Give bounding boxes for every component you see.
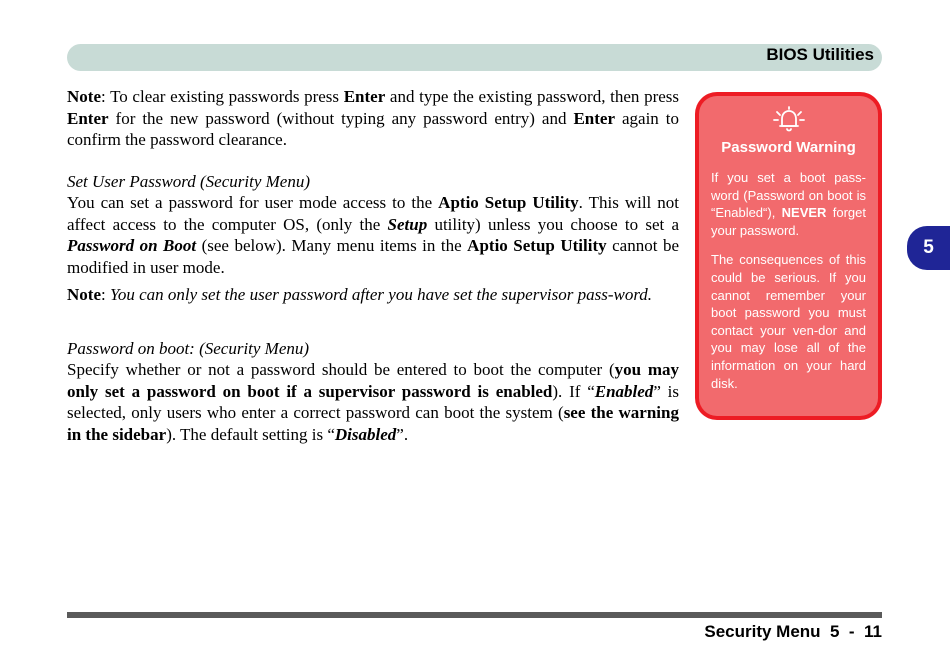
note1-text-4: again to confirm the password clearance. (67, 108, 680, 149)
pb-text-4: ). The default setting is “ (166, 424, 335, 444)
up-text-2: . This will not affect access to the computer OS, (only the (67, 193, 679, 234)
note2-text: You can only set the user password after you have set the supervisor pass-word. (109, 285, 653, 304)
footer-page-label: Security Menu 5 - 11 (704, 622, 882, 641)
sidebar-paragraph-1 (711, 169, 866, 239)
note1-enter-3: Enter (573, 108, 615, 128)
header-title: BIOS Utilities (766, 45, 874, 64)
note1-enter-2: Enter (67, 108, 109, 128)
footer-rule (67, 612, 882, 618)
sidebar-title: Password Warning (721, 139, 856, 156)
note1-text-1: : To clear existing passwords press (100, 87, 344, 106)
up-text-3: utility) unless you choose to set a (427, 214, 679, 234)
note2-label: Note (67, 285, 101, 304)
note-user-password: Note: You can only set the user password after you have set the supervisor pass-word. (67, 285, 653, 304)
pb-text-5: ”. (396, 424, 409, 444)
note-clear-passwords (67, 86, 679, 151)
user-password-paragraph (67, 192, 679, 278)
user-password-heading: Set User Password (Security Menu) (67, 171, 310, 191)
warning-bell-icon (771, 104, 807, 134)
pb-bold-1: you may only set a password on boot if a supervisor password is enabled (67, 360, 679, 401)
password-boot-paragraph (67, 359, 679, 445)
pb-text-1: Specify whether or not a password should be entered to boot the computer ( (67, 360, 615, 379)
up-bold-1: Aptio Setup Utility (438, 193, 579, 212)
main-content (67, 86, 679, 445)
up-text-4: (see below). Many menu items in the (196, 236, 468, 255)
pb-text-3: ” is selected, only users who enter a correct password can boot the system ( (67, 381, 679, 422)
note-label: Note (67, 87, 101, 106)
sidebar-inner (699, 96, 878, 416)
sidebar-paragraph-2: The consequences of this could be serious. If you cannot remember your boot password you must contact your ven-dor and you may lose all of the information on your hard disk. (711, 252, 866, 391)
note1-enter-1: Enter (343, 87, 386, 106)
up-bolditalic-2: Password on Boot (67, 236, 197, 255)
pb-bolditalic-2: Disabled (334, 424, 397, 444)
up-bolditalic-1: Setup (387, 214, 428, 234)
pb-bold-2: see the warning in the sidebar (67, 403, 679, 444)
password-boot-heading: Password on boot: (Security Menu) (67, 338, 310, 358)
up-text-1: You can set a password for user mode access to the (67, 193, 439, 212)
sidebar-never: NEVER (781, 205, 827, 221)
header-bar (67, 44, 882, 71)
note1-text-2: and type the existing password, then press (385, 87, 680, 106)
up-text-5: cannot be modified in user mode. (67, 236, 679, 277)
chapter-tab: 5 (907, 226, 950, 270)
note1-text-3: for the new password (without typing any password entry) and (108, 108, 574, 128)
pb-bolditalic-1: Enabled (594, 381, 654, 401)
password-warning-sidebar (695, 92, 882, 420)
pb-text-2: ). If “ (552, 381, 595, 401)
sidebar-p1-c: forget your password. (711, 205, 867, 238)
sidebar-p1-a: If you set a boot pass-word (Password on boot is “Enabled“), (711, 170, 866, 221)
up-bold-2: Aptio Setup Utility (467, 236, 607, 255)
